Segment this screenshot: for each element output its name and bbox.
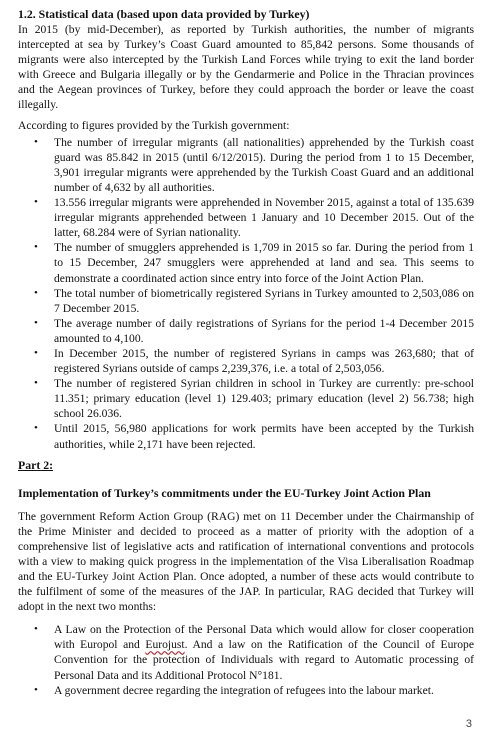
part-label: Part 2: xyxy=(18,457,54,472)
rag-commitments-list xyxy=(18,622,474,697)
lead-paragraph: According to figures provided by the Turkish government: xyxy=(18,118,290,132)
bullet-icon: • xyxy=(34,241,38,254)
list-item: • The number of registered Syrian children in school in Turkey are currently: pre-school 11.351; primary education (level 1) 129.403; primary education (level 2) 56.738; high school 26.036. xyxy=(34,377,474,421)
bullet-icon: • xyxy=(34,377,38,390)
bullet-icon: • xyxy=(34,683,38,696)
intro-paragraph: In 2015 (by mid-December), as reported by Turkish authorities, the number of migrants intercepted at sea by Turkey’s Coast Guard amounted to 85,842 persons. Some thousands of migrants were also intercepted by the Turkish Land Forces while trying to exit the land border with Greece and Bulgaria illegally or by the Gendarmerie and Police in the Thracian provinces and the Aegean provinces of Turkey, before they could approach the border or leave the coast illegally. xyxy=(18,23,474,112)
list-item: • 13.556 irregular migrants were apprehended in November 2015, against a total of 135.639 irregular migrants apprehended between 1 January and 10 December 2015. Out of the latter, 68.284 were of Syrian nationality. xyxy=(34,196,474,240)
bullet-icon: • xyxy=(34,196,38,209)
list-item: • The average number of daily registrations of Syrians for the period 1-4 December 2015 amounted to 4,100. xyxy=(34,316,474,345)
bullet-icon: • xyxy=(34,135,38,148)
bullet-icon: • xyxy=(34,316,38,329)
list-item: • A Law on the Protection of the Personal Data which would allow for closer cooperation with Europol and Eurojust. And a law on the Ratification of the Council of Europe Convention for the protection of Individuals with regard to Automatic processing of Personal Data and its Additional Protocol N°181. xyxy=(34,623,474,682)
list-item: • The total number of biometrically registered Syrians in Turkey amounted to 2,503,086 on 7 December 2015. xyxy=(34,286,474,315)
list-item: • The number of smugglers apprehended is 1,709 in 2015 so far. During the period from 1 to 15 December, 247 smugglers were apprehended at land and sea. This seems to demonstrate a coordinated action since entry into force of the Joint Action Plan. xyxy=(34,241,474,285)
bullet-icon: • xyxy=(34,422,38,435)
list-item: • The number of irregular migrants (all nationalities) apprehended by the Turkish coast guard was 85.842 in 2015 (until 6/12/2015). During the period from 1 to 15 December, 3,901 irregular migrants were apprehended by the Turkish Coast Guard and an additional number of 4,632 by all authorities. xyxy=(34,135,474,194)
statistics-list xyxy=(18,135,474,452)
page-number: 3 xyxy=(465,718,472,730)
part-heading: Implementation of Turkey’s commitments under the EU-Turkey Joint Action Plan xyxy=(18,485,431,500)
section-heading: 1.2. Statistical data (based upon data provided by Turkey) xyxy=(18,7,310,21)
document-content xyxy=(18,6,474,698)
list-item: • In December 2015, the number of registered Syrians in camps was 263,680; that of registered Syrians outside of camps 2,239,376, i.e. a total of 2,503,056. xyxy=(34,346,474,376)
spellcheck-flagged-word: Eurojust xyxy=(145,638,185,652)
bullet-icon: • xyxy=(34,286,38,299)
bullet-icon: • xyxy=(34,346,38,359)
bullet-icon: • xyxy=(34,623,38,636)
part-paragraph: The government Reform Action Group (RAG) met on 11 December under the Chairmanship of the Prime Minister and decided to proceed as a matter of priority with the adoption of a comprehensive list of legislative acts and ratification of international conventions and protocols with a view to making quick progress in the implementation of the Visa Liberalisation Roadmap and the EU-Turkey Joint Action Plan. Once adopted, a number of these acts would contribute to the fulfilment of some of the measures of the JAP. In particular, RAG decided that Turkey will adopt in the next two months: xyxy=(18,509,474,614)
list-item: • A government decree regarding the integration of refugees into the labour market. xyxy=(34,683,434,697)
list-item: • Until 2015, 56,980 applications for work permits have been accepted by the Turkish authorities, while 2,171 have been rejected. xyxy=(34,422,474,451)
